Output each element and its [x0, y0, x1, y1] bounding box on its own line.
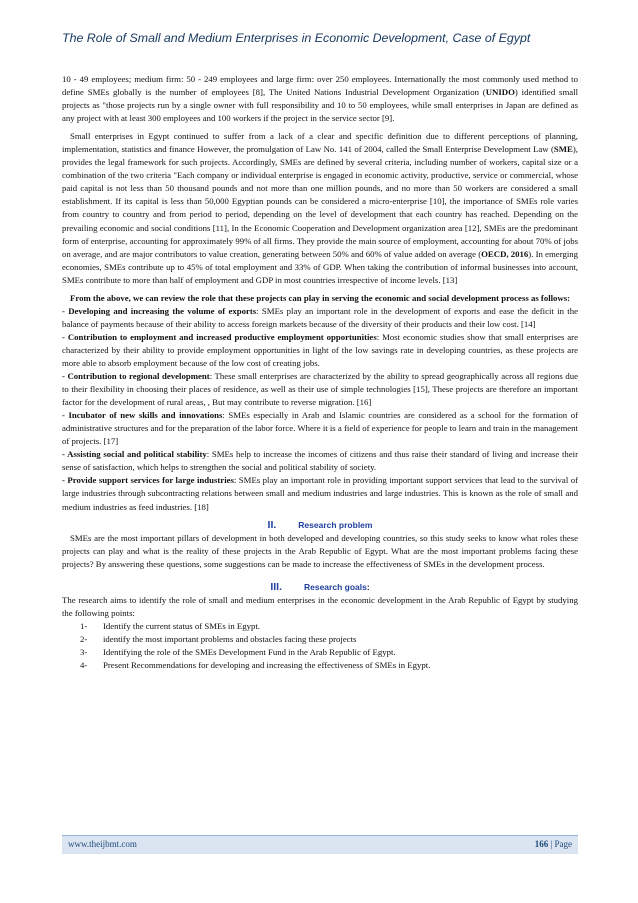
goal-item: 3- Identifying the role of the SMEs Development Fund in the Arab Republic of Egypt. [80, 646, 396, 657]
running-header: The Role of Small and Medium Enterprises in Economic Development, Case of Egypt [62, 31, 531, 45]
section-heading-research-goals: III. Research goals: [270, 580, 370, 593]
paragraph-research-problem: SMEs are the most important pillars of development in both developed and developing countries, so this study seeks to know what roles these projects can play and what is the reality of these projects in the Arab Republic of Egypt. What are the most important problems facing these projects? By answering these questions, some suggestions can be made to increase the effectiveness of SMEs in the development process. [62, 532, 578, 569]
role-item: - Assisting social and political stability: SMEs help to increase the incomes of citizens and thus raise their standard of living and increase their sense of satisfaction, which helps to strengthen the social and political stability of society. [62, 449, 578, 473]
section-heading-research-problem: II. Research problem [267, 518, 373, 531]
role-item: - Incubator of new skills and innovations: SMEs especially in Arab and Islamic countries are considered as a school for the formation of administrative structures and for the preparation of the labor force. Where it is a field of experience for people to learn and train in the management of projects. [17] [62, 410, 578, 447]
page-body [62, 73, 578, 672]
role-item: - Provide support services for large industries: SMEs play an important role in providing important support services that lead to the survival of large industries through subcontracting relations between small and medium industries and large industries. This is known as the role of small and medium industries as feed industries. [18] [62, 475, 578, 512]
role-item: - Contribution to regional development: These small enterprises are characterized by the ability to spread geographically across all regions due to their flexibility in choosing their places of residence, as well as their use of simple technologies [15], These projects are therefore an important factor for the development of rural areas, , But may contribute to reverse migration. [16] [62, 371, 578, 408]
page-footer [62, 835, 578, 854]
role-item: - Developing and increasing the volume of exports: SMEs play an important role in the development of exports and ease the deficit in the balance of payments because of their ability to access foreign markets because of the diversity of their products and their low cost. [14] [62, 305, 578, 329]
footer-website-link[interactable]: www.theijbmt.com [68, 839, 137, 849]
goal-item: 4- Present Recommendations for developing and increasing the effectiveness of SMEs in Egypt. [80, 659, 431, 670]
goal-item: 2- identify the most important problems and obstacles facing these projects [80, 633, 357, 644]
paragraph-egypt-sme: Small enterprises in Egypt continued to suffer from a lack of a clear and specific definition due to different perceptions of planning, implementation, statistics and finance However, the promulgation of Law No. 141 of 2004, called the Small Enterprise Development Law (SME), provides the legal framework for such projects. Accordingly, SMEs are defined by several criteria, including number of workers, capital size or a combination of the two criteria "Each company or individual enterprise is engaged in economic activity, productive, service or commercial, whose paid capital is not less than 50 thousand pounds and not more than one million pounds, and no more than 50 workers are considered a small establishment. If its capital is less than 50,000 Egyptian pounds can be considered a micro-enterprise [10], the importance of SMEs role varies from country to country and from period to period, depending on the level of development that each country has reached. Depending on the prevailing economic and social conditions [11], In the Economic Cooperation and Development organization area [12], SMEs are the predominant form of enterprise, accounting for approximately 99% of all firms. They provide the main source of employment, accounting for about 70% of jobs on average, and are major contributors to value creation, generating between 50% and 60% of value added on average (OECD, 2016). In emerging economies, SMEs contribute up to 45% of total employment and 33% of GDP. When taking the contribution of informal businesses into account, SMEs contribute to more than half of employment and GDP in most countries irrespective of income levels. [13] [62, 131, 578, 285]
goal-item: 1- Identify the current status of SMEs in Egypt. [80, 620, 260, 631]
paragraph-roles-intro: From the above, we can review the role that these projects can play in serving the economic and social development process as follows: [70, 292, 571, 303]
footer-page-number: 166 | Page [534, 839, 572, 849]
paragraph-research-goals-intro: The research aims to identify the role of small and medium enterprises in the economic development in the Arab Republic of Egypt by studying the following points: [62, 594, 578, 618]
paragraph-definitions: 10 - 49 employees; medium firm: 50 - 249 employees and large firm: over 250 employees. Internationally the most commonly used method to define SMEs globally is the number of employees [8], The United Nations Industrial Development Organization (UNIDO) identified small projects as "those projects run by a single owner with full responsibility and 10 to 50 employees, while small enterprises in Japan are defined as any project with at least 300 employees and 100 workers if the project in the service sector [9]. [62, 74, 579, 124]
role-item: - Contribution to employment and increased productive employment opportunities: Most economic studies show that small enterprises are characterized by their ability to provide employment opportunities in light of the low savings rate in developing countries, as these projects are more able to absorb employment because of the low cost of creating jobs. [62, 331, 578, 368]
